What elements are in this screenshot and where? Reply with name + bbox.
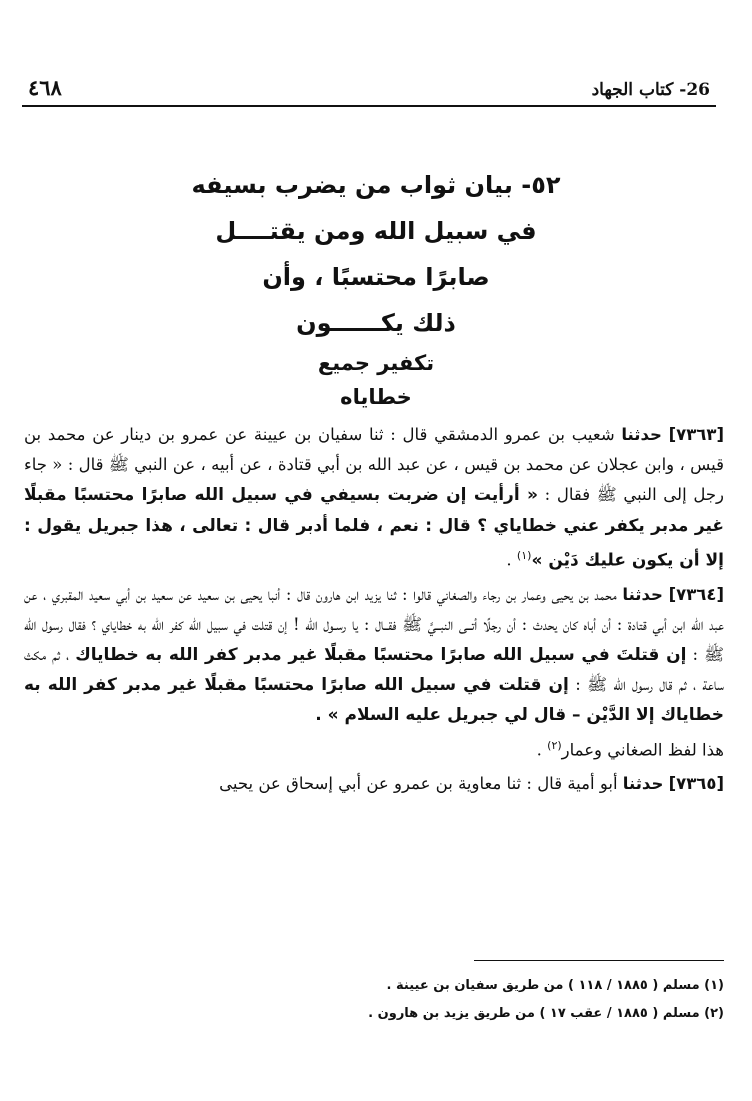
hadith-7364: [٧٣٦٤] حدثنا محمد بن يحيى وعمار بن رجاء والصغاني قالوا : ثنا يزيد ابن هارون قال : أنبا يحيى بن سعيد عن سعيد بن أبي سعيد المقبري ، عن عبد الله ابن أبي قتادة : أن أباه كان يحدث : أن رجلًا أتــى النبــيَّ ﷺ فقــال : يا رسـول الله ! إن قتلت في سبيل الله كفر الله به خطاياي ؟ فقال رسول الله ﷺ : إن قتلتَ في سبيل الله صابرًا محتسبًا مقبلًا غير مدبر كفر الله به خطاياك ، ثم مكث ساعة ، ثم قال رسول الله ﷺ : إن قتلت في سبيل الله صابرًا محتسبًا مقبلًا غير مدبر كفر الله به خطاياك إلا الدَّيْن – قال لي جبريل عليه السلام » . هذا لفظ الصغاني وعمار$^{(٢)}$ . bbox=[24, 584, 725, 760]
chapter-number: ٥٢- bbox=[521, 171, 561, 199]
footnote-marker: (٢) bbox=[547, 738, 562, 752]
hadith-isnad: محمد بن يحيى وعمار بن رجاء والصغاني قالوا : ثنا يزيد ابن هارون قال : أنبا يحيى بن سعيد عن سعيد بن أبي سعيد المقبري ، عن عبد الله ابن أبي قتادة : أن أباه كان يحدث : أن رجلًا أتــى النبــيَّ ﷺ فقــال : يا رسـول الله ! إن قتلت في سبيل الله كفر الله به خطاياي ؟ فقال رسول الله ﷺ : bbox=[24, 584, 725, 664]
chapter-title-line-3: صابرًا محتسبًا ، وأن bbox=[262, 263, 490, 291]
chapter-title-line-5: تكفير جميع bbox=[317, 351, 435, 375]
running-head: 26- كتاب الجهاد bbox=[591, 80, 710, 100]
hadith-lead: حدثنا bbox=[622, 774, 664, 794]
hadith-7363: [٧٣٦٣] حدثنا شعيب بن عمرو الدمشقي قال : ثنا سفيان بن عيينة عن عمرو بن دينار عن محمد بن قيس ، وابن عجلان عن محمد بن قيس ، عن عبد الله بن أبي قتادة ، عن أبيه ، عن النبي ﷺ قال : « جاء رجل إلى النبي ﷺ فقال : « أرأيت إن ضربت بسيفي في سبيل الله صابرًا محتسبًا مقبلًا غير مدبر يكفر عني خطاياي ؟ قال : نعم ، فلما أدبر قال : تعالى ، هذا جبريل يقول : إلا أن يكون عليك دَيْن »$^{(١)}$ . bbox=[24, 425, 724, 571]
chapter-heading bbox=[60, 162, 692, 414]
footnotes bbox=[40, 972, 724, 1028]
footnote-2: (٢) مسلم ( ١٨٨٥ / عقب ١٧ ) من طريق يزيد بن هارون . bbox=[368, 1006, 724, 1021]
page-header bbox=[28, 68, 710, 100]
hadith-matn-1: إن قتلتَ في سبيل الله صابرًا محتسبًا مقبلًا غير مدبر كفر الله به خطاياك bbox=[75, 644, 687, 665]
hadith-isnad: شعيب بن عمرو الدمشقي قال : ثنا سفيان بن عيينة عن عمرو بن دينار عن محمد بن قيس ، وابن عجلان عن محمد بن قيس ، عن عبد الله بن أبي قتادة ، عن أبيه ، عن النبي ﷺ قال : « جاء رجل إلى النبي ﷺ فقال : bbox=[24, 425, 724, 505]
hadith-closing: هذا لفظ الصغاني وعمار bbox=[561, 740, 724, 760]
hadith-number: [٧٣٦٤] bbox=[668, 584, 724, 604]
footnote-marker: (١) bbox=[516, 548, 532, 562]
hadith-isnad: أبو أمية قال : ثنا معاوية بن عمرو عن أبي إسحاق عن يحيى bbox=[219, 774, 618, 794]
hadith-connector: ، ثم مكث ساعة ، ثم قال رسول الله ﷺ : bbox=[24, 644, 724, 695]
hadith-lead: حدثنا bbox=[621, 425, 662, 444]
main-text bbox=[24, 420, 724, 799]
chapter-title-line-1: ٥٢- بيان ثواب من يضرب بسيفه bbox=[191, 171, 561, 199]
chapter-title-line-6: خطاياه bbox=[340, 385, 412, 409]
footnote-rule bbox=[474, 960, 724, 961]
hadith-number: [٧٣٦٣] bbox=[668, 425, 724, 444]
footnote-1: (١) مسلم ( ١٨٨٥ / ١١٨ ) من طريق سفيان بن عيينة . bbox=[386, 978, 724, 993]
hadith-matn: « أرأيت إن ضربت بسيفي في سبيل الله صابرًا محتسبًا مقبلًا غير مدبر يكفر عني خطاياي ؟ قال : نعم ، فلما أدبر قال : تعالى ، هذا جبريل يقول : إلا أن يكون عليك دَيْن » bbox=[24, 485, 724, 571]
chapter-title-line-2: في سبيل الله ومن يقتــــل bbox=[215, 217, 537, 245]
page-number: ٤٦٨ bbox=[28, 75, 62, 100]
header-rule bbox=[22, 105, 716, 107]
chapter-title-line-4: ذلك يكــــــون bbox=[296, 309, 456, 337]
hadith-7365 bbox=[24, 769, 724, 799]
hadith-number: [٧٣٦٥] bbox=[668, 774, 724, 794]
hadith-lead: حدثنا bbox=[622, 584, 663, 604]
hadith-matn-2: إن قتلت في سبيل الله صابرًا محتسبًا مقبلًا غير مدبر كفر الله به خطاياك إلا الدَّيْن – قال لي جبريل عليه السلام » . bbox=[24, 675, 724, 726]
